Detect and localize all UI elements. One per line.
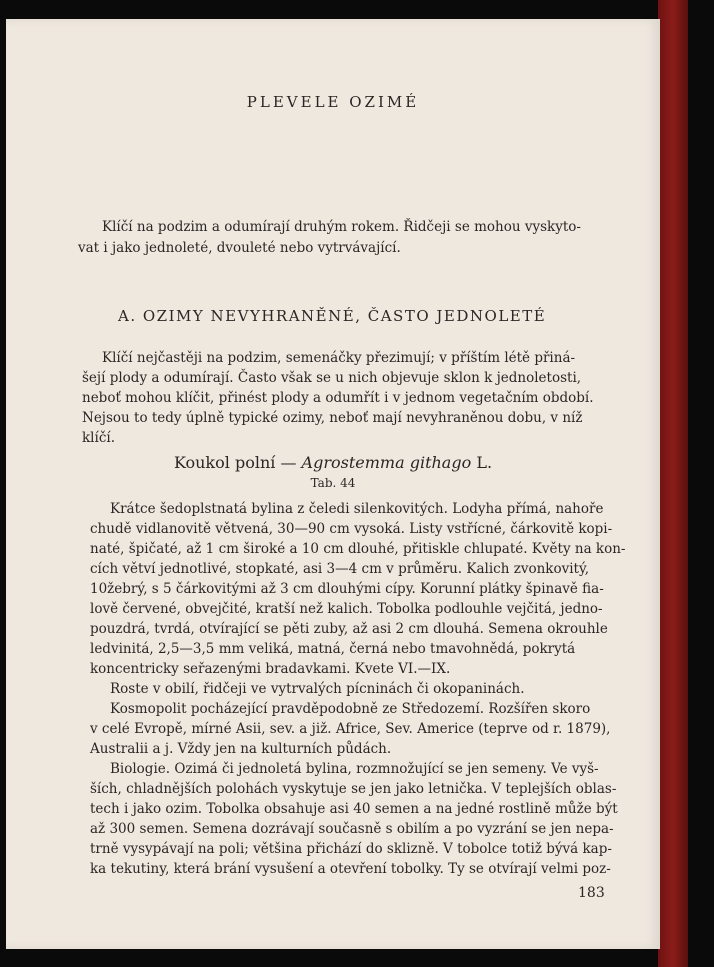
description-line: ka tekutiny, která brání vysušení a otevření tobolky. Ty se otvírají velmi poz- xyxy=(90,861,611,877)
description-line: tech i jako ozim. Tobolka obsahuje asi 40 semen a na jedné rostlině může být xyxy=(90,801,618,817)
species-name: Koukol polní xyxy=(173,453,276,472)
description-line: v celé Evropě, mírné Asii, sev. a již. Africe, Sev. Americe (teprve od r. 1879), xyxy=(90,721,611,737)
description-line: Krátce šedoplstnatá bylina z čeledi silenkovitých. Lodyha přímá, nahoře xyxy=(110,501,604,517)
intro-line: vat i jako jednoleté, dvouleté nebo vytrvávající. xyxy=(78,240,401,256)
section-a-line: šejí plody a odumírají. Často však se u nich objevuje sklon k jednoletosti, xyxy=(82,370,582,386)
description-line: až 300 semen. Semena dozrávají současně s obilím a po vyzrání se jen nepa- xyxy=(90,821,614,837)
book-page xyxy=(6,19,660,949)
description-line: lově červené, obvejčité, kratší než kalich. Tobolka podlouhle vejčitá, jedno- xyxy=(90,601,603,617)
description-line: naté, špičaté, až 1 cm široké a 10 cm dlouhé, přitiskle chlupaté. Květy na kon- xyxy=(90,541,626,557)
table-reference: Tab. 44 xyxy=(310,476,356,490)
description-line: Australii a j. Vždy jen na kulturních půdách. xyxy=(90,741,392,757)
species-latin-name: Agrostemma githago xyxy=(301,453,472,472)
description-line: ších, chladnějších polohách vyskytuje se jen jako letnička. V teplejších oblas- xyxy=(90,781,617,797)
description-line: cích větví jednotlivé, stopkaté, asi 3—4 cm v průměru. Kalich zvonkovitý, xyxy=(90,561,590,577)
description-line: Kosmopolit pocházející pravděpodobně ze Středozemí. Rozšířen skoro xyxy=(110,701,591,717)
description-line: 10žebrý, s 5 čárkovitými až 3 cm dlouhými cípy. Korunní plátky špinavě fia- xyxy=(90,581,604,597)
section-a-line: Klíčí nejčastěji na podzim, semenáčky přezimují; v příštím létě přiná- xyxy=(102,350,576,366)
description-line: trně vysypávají na poli; většina přichází do sklizně. V tobolce totiž bývá kap- xyxy=(90,841,612,857)
description-line: ledvinitá, 2,5—3,5 mm veliká, matná, černá nebo tmavohnědá, pokrytá xyxy=(90,641,576,657)
book-spine xyxy=(658,0,688,967)
page-header: PLEVELE OZIMÉ xyxy=(246,93,420,111)
description-line: chudě vidlanovitě větvená, 30—90 cm vysoká. Listy vstřícné, čárkovitě kopi- xyxy=(90,521,613,537)
section-a-line: Nejsou to tedy úplně typické ozimy, neboť mají nevyhraněnou dobu, v níž xyxy=(82,410,583,426)
section-a-title: A. OZIMY NEVYHRANĚNÉ, ČASTO JEDNOLETÉ xyxy=(118,307,547,325)
section-a-line: neboť mohou klíčit, přinést plody a odumřít i v jednom vegetačním období. xyxy=(82,390,594,406)
species-author: L. xyxy=(476,453,493,472)
description-line: pouzdrá, tvrdá, otvírající se pěti zuby, až asi 2 cm dlouhá. Semena okrouhle xyxy=(90,621,608,637)
section-a-line: klíčí. xyxy=(82,430,115,446)
description-line: Biologie. Ozimá či jednoletá bylina, rozmnožující se jen semeny. Ve vyš- xyxy=(110,761,599,777)
intro-line: Klíčí na podzim a odumírají druhým rokem. Řidčeji se mohou vyskyto- xyxy=(102,219,581,235)
species-dash: — xyxy=(280,453,297,472)
description-line: Roste v obilí, řidčeji ve vytrvalých pícninách či okopaninách. xyxy=(110,681,525,697)
species-title xyxy=(6,453,660,472)
description-line: koncentricky seřazenými bradavkami. Kvete VI.—IX. xyxy=(90,661,451,677)
page-number: 183 xyxy=(578,885,605,901)
